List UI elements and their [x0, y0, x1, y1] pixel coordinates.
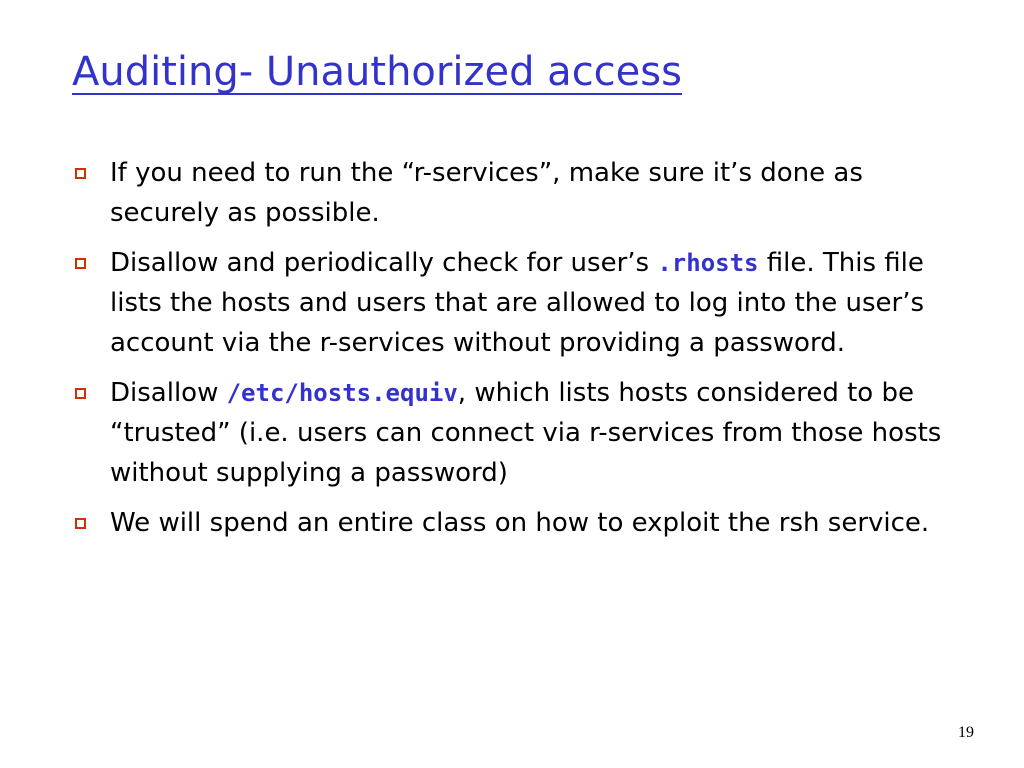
page-number: 19: [958, 724, 974, 741]
square-bullet-icon: [75, 388, 86, 399]
bullet-item-run-r-services: [72, 153, 952, 233]
bullet-list: [72, 153, 952, 553]
square-bullet-icon: [75, 168, 86, 179]
square-bullet-icon: [75, 518, 86, 529]
bullet-text-before: Disallow: [110, 378, 227, 408]
bullet-text-after: file. This file lists the hosts and users that are allowed to log into the user’s account via the r-services without providing a password.: [110, 248, 925, 358]
bullet-item-hosts-equiv: [72, 373, 952, 493]
bullet-text-before: Disallow and periodically check for user’s: [110, 248, 658, 278]
square-bullet-icon: [75, 258, 86, 269]
bullet-item-rhosts: [72, 243, 952, 363]
bullet-text: If you need to run the “r-services”, make sure it’s done as securely as possible.: [110, 158, 863, 228]
hosts-equiv-file-name: /etc/hosts.equiv: [226, 379, 458, 407]
slide-title: Auditing- Unauthorized access: [72, 49, 682, 95]
bullet-item-rsh-class: [72, 503, 952, 543]
bullet-text-after: , which lists hosts considered to be “trusted” (i.e. users can connect via r-services from those hosts without supplying a password): [110, 378, 942, 488]
rhosts-file-name: .rhosts: [657, 249, 759, 277]
bullet-text: We will spend an entire class on how to exploit the rsh service.: [110, 508, 930, 538]
